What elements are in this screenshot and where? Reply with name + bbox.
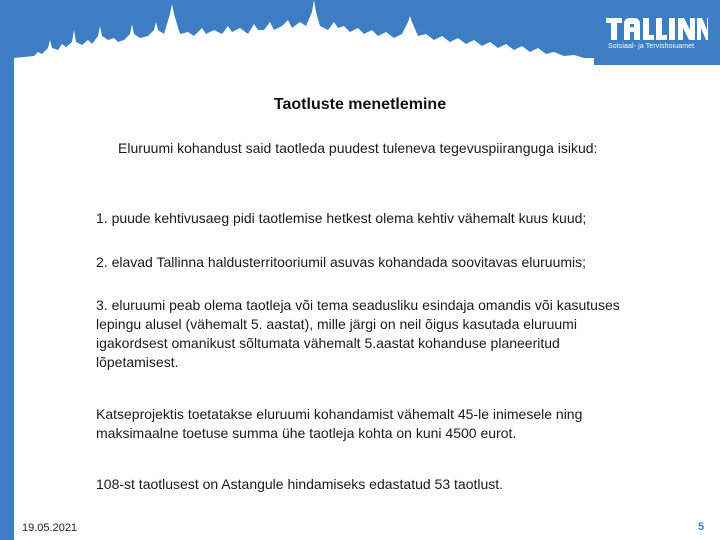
- condition-item-1: 1. puude kehtivusaeg pidi taotlemise hetkest olema kehtiv vähemalt kuus kuud;: [96, 210, 587, 226]
- tallinn-skyline-graphic: [14, 0, 594, 65]
- tallinn-logo: [604, 18, 708, 54]
- left-accent-strip: [0, 0, 14, 540]
- project-info-text: Katseprojektis toetatakse eluruumi kohandamist vähemalt 45-le inimesele ning maksimaalne toetuse summa ühe taotleja kohta on kuni 4500 eurot.: [96, 406, 583, 441]
- status-text: 108-st taotlusest on Astangule hindamiseks edastatud 53 taotlust.: [96, 476, 504, 492]
- header-banner: [0, 0, 720, 65]
- page-number: 5: [698, 521, 705, 533]
- footer-date: 19.05.2021: [22, 522, 78, 534]
- condition-item-2: 2. elavad Tallinna haldusterritooriumil asuvas kohandada soovitavas eluruumis;: [96, 254, 587, 270]
- condition-item-3: 3. eluruumi peab olema taotleja või tema seadusliku esindaja omandis või kasutuses lepingu alusel (vähemalt 5. aastat), mille järgi on neil õigus kasutada eluruumi igakordsest omanikust sõltumata vähemalt 5.aastat kohanduse planeeritud lõpetamisest.: [96, 297, 620, 370]
- logo-subtitle: Sotsiaal- ja Tervishoiuamet: [608, 43, 695, 50]
- slide-title: Taotluste menetlemine: [273, 96, 447, 113]
- tallinn-wordmark-icon: [604, 18, 708, 42]
- intro-text: Eluruumi kohandust said taotleda puudest tuleneva tegevuspiiranguga isikud:: [118, 140, 598, 156]
